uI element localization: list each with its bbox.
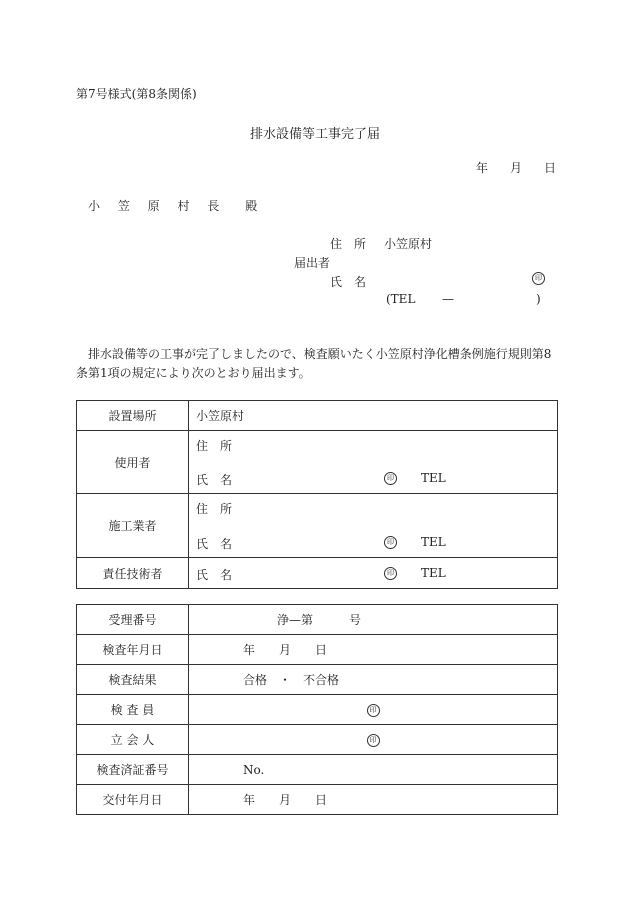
certificate-cell — [189, 755, 558, 785]
date-line — [476, 159, 556, 176]
tel-open: (TEL — [386, 292, 416, 306]
applicant-label: 届出者 — [294, 256, 331, 270]
applicant-name-label: 氏 名 — [330, 275, 367, 289]
date-year: 年 — [475, 161, 488, 175]
witness-label: 立 会 人 — [77, 725, 189, 755]
issue-date-value: 年 月 日 — [243, 793, 328, 807]
date-month: 月 — [509, 161, 522, 175]
engineer-name-label: 氏 名 — [196, 568, 233, 582]
result-label: 検査結果 — [77, 665, 189, 695]
site-label: 設置場所 — [77, 401, 189, 431]
inspection-table — [76, 604, 558, 815]
engineer-tel-label: TEL — [421, 566, 446, 580]
seal-icon: 印 — [367, 734, 380, 747]
addressee: 小 笠 原 村 長 殿 — [88, 199, 265, 213]
inspection-date-label: 検査年月日 — [77, 635, 189, 665]
tel-dash: — — [442, 292, 454, 306]
seal-icon: 印 — [532, 271, 545, 285]
receipt-cell — [189, 605, 558, 635]
engineer-cell — [189, 558, 558, 589]
contractor-name-label: 氏 名 — [196, 537, 233, 551]
user-address-label: 住 所 — [196, 439, 233, 453]
contractor-address-label: 住 所 — [196, 502, 233, 516]
applicant-address-label: 住 所 — [330, 237, 367, 251]
inspector-cell — [189, 695, 558, 725]
issue-date-cell — [189, 785, 558, 815]
inspector-label: 検 査 員 — [77, 695, 189, 725]
seal-icon: 印 — [367, 704, 380, 717]
construction-table — [76, 400, 558, 589]
user-tel-label: TEL — [421, 471, 446, 485]
issue-date-label: 交付年月日 — [77, 785, 189, 815]
form-number-label: 第7号様式(第8条関係) — [76, 87, 197, 101]
engineer-label: 責任技術者 — [77, 558, 189, 589]
contractor-cell — [189, 494, 558, 558]
seal-icon: 印 — [384, 566, 397, 580]
seal-icon: 印 — [384, 471, 397, 485]
result-cell — [189, 665, 558, 695]
result-value: 合格 ・ 不合格 — [243, 673, 340, 687]
inspection-date-cell — [189, 635, 558, 665]
seal-icon: 印 — [384, 535, 397, 549]
user-name-label: 氏 名 — [196, 473, 233, 487]
applicant-tel — [386, 292, 541, 306]
document-title: 排水設備等工事完了届 — [249, 127, 380, 142]
receipt-value: 浄—第 号 — [277, 613, 362, 627]
user-cell — [189, 431, 558, 494]
certificate-value: No. — [243, 762, 265, 777]
site-value-cell — [189, 401, 558, 431]
user-label: 使用者 — [77, 431, 189, 494]
witness-cell — [189, 725, 558, 755]
date-day: 日 — [543, 161, 556, 175]
tel-close: ) — [536, 292, 541, 306]
receipt-label: 受理番号 — [77, 605, 189, 635]
applicant-address-value: 小笠原村 — [384, 237, 433, 251]
inspection-date-value: 年 月 日 — [243, 643, 328, 657]
contractor-label: 施工業者 — [77, 494, 189, 558]
contractor-tel-label: TEL — [421, 535, 446, 549]
certificate-label: 検査済証番号 — [77, 755, 189, 785]
body-text: 排水設備等の工事が完了しましたので、検査願いたく小笠原村浄化槽条例施行規則第8条第1項の規定により次のとおり届出ます。 — [76, 347, 552, 380]
site-value: 小笠原村 — [196, 409, 245, 423]
